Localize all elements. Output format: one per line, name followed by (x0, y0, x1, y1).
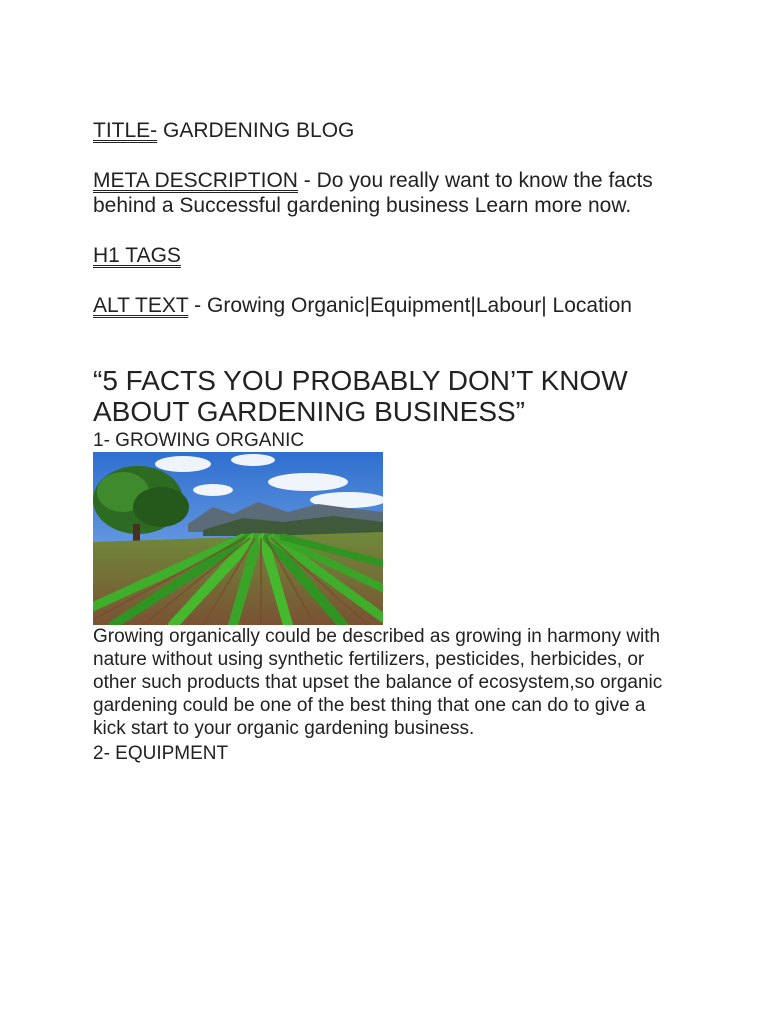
alt-text-label: ALT TEXT (93, 294, 189, 317)
h1-tags-label: H1 TAGS (93, 244, 181, 267)
h1-tags-line (93, 243, 673, 268)
alt-text-line (93, 293, 673, 318)
organic-field-photo (93, 452, 383, 625)
meta-description-value: - Do you really want to know the facts behind a Successful gardening business Learn more now. (93, 169, 653, 217)
document-body (93, 118, 673, 765)
title-value: GARDENING BLOG (157, 119, 355, 142)
fact-heading-2: 2- EQUIPMENT (93, 743, 229, 764)
fact-heading-1: 1- GROWING ORGANIC (93, 430, 305, 451)
meta-description-line (93, 168, 673, 218)
fact-body-1: Growing organically could be described as growing in harmony with nature without using synthetic fertilizers, pesticides, herbicides, or other such products that upset the balance of ecosystem,so organic gardening could be one of the best thing that one can do to give a kick start to your organic gardening business. (93, 626, 663, 739)
article-headline: “5 FACTS YOU PROBABLY DON’T KNOW ABOUT GARDENING BUSINESS” (93, 365, 628, 427)
meta-description-label: META DESCRIPTION (93, 169, 298, 192)
alt-text-value: - Growing Organic|Equipment|Labour| Location (188, 294, 632, 317)
title-line (93, 118, 673, 143)
title-label: TITLE- (93, 119, 158, 142)
